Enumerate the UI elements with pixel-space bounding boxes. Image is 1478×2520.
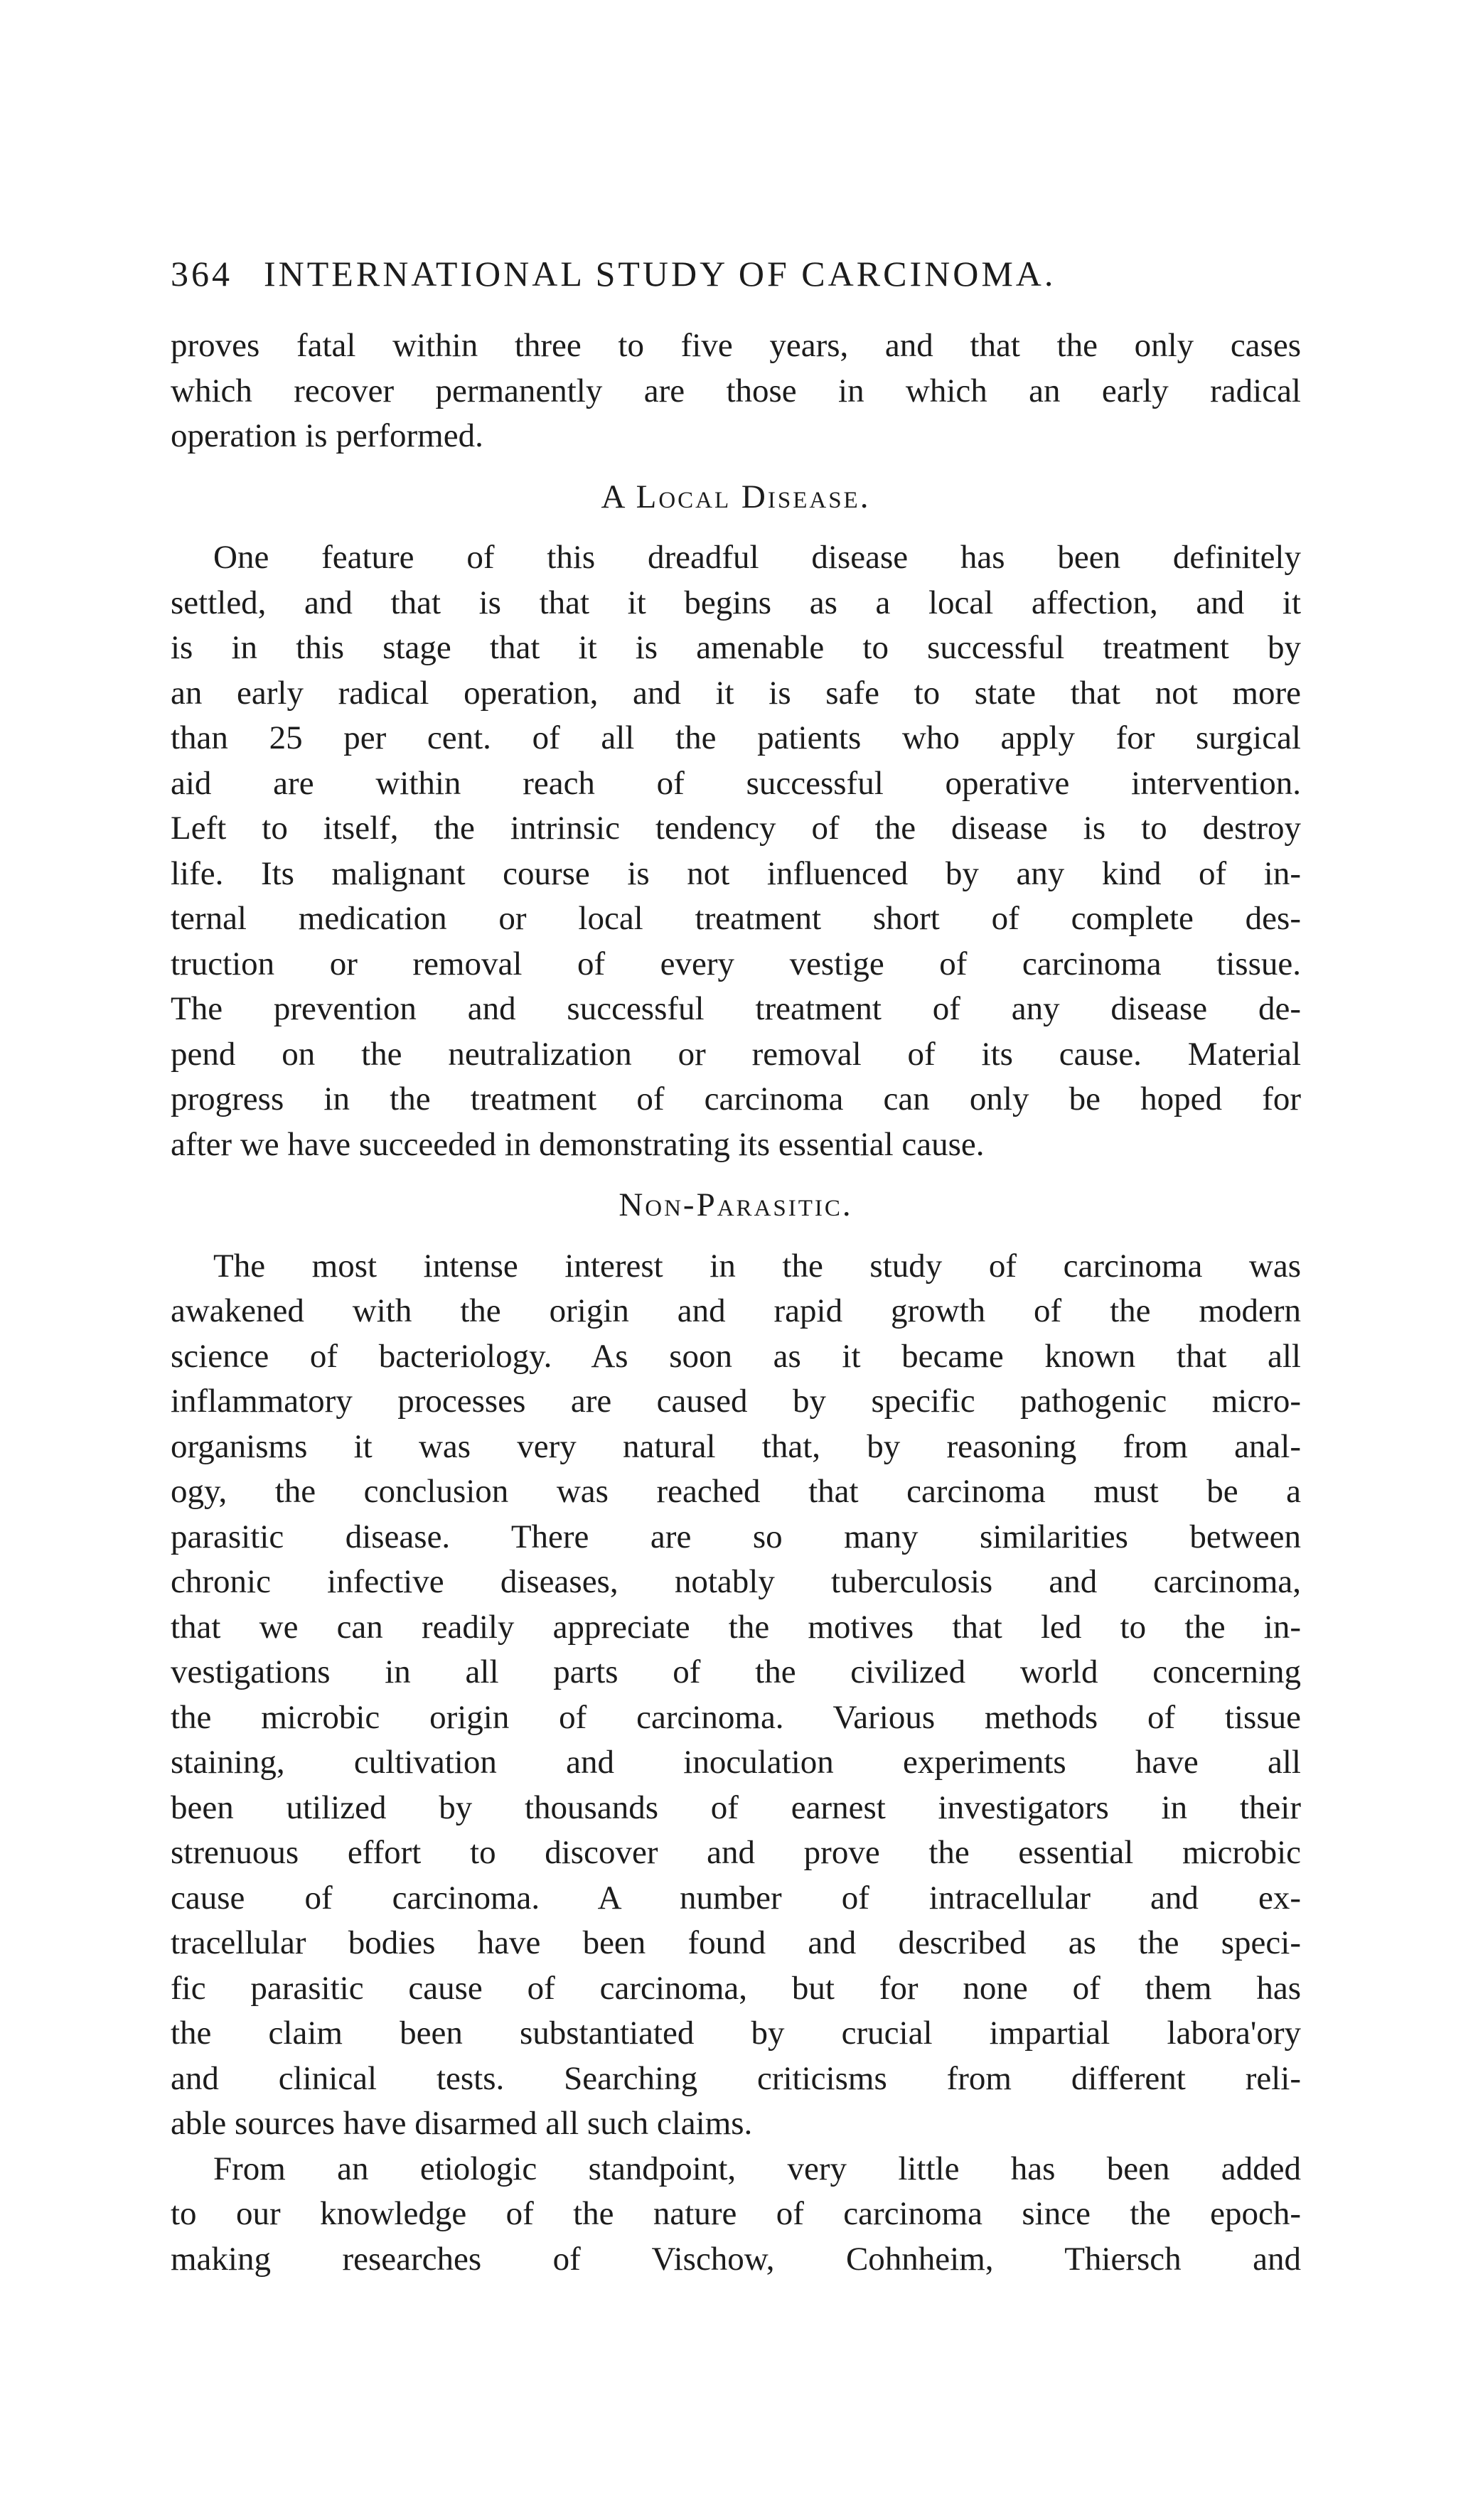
text-line: an early radical operation, and it is safe to state that not more <box>171 674 1301 712</box>
local-disease-paragraph <box>171 535 1301 1167</box>
text-line: From an etiologic standpoint, very little has been added <box>213 2150 1301 2187</box>
text-line: settled, and that is that it begins as a local affection, and it <box>171 584 1301 621</box>
non-parasitic-paragraph-2 <box>171 2147 1301 2283</box>
text-line: that we can readily appreciate the motives that led to the in- <box>171 1608 1301 1646</box>
text-line: The most intense interest in the study of carcinoma was <box>213 1247 1301 1285</box>
intro-paragraph <box>171 323 1301 459</box>
page-number: 364 <box>171 254 232 294</box>
text-line: staining, cultivation and inoculation experiments have all <box>171 1744 1301 1781</box>
text-line: the claim been substantiated by crucial impartial labora'ory <box>171 2015 1301 2052</box>
non-parasitic-paragraph-1 <box>171 1244 1301 2147</box>
text-line: vestigations in all parts of the civilized world concerning <box>171 1653 1301 1690</box>
text-line: ogy, the conclusion was reached that carcinoma must be a <box>171 1473 1301 1510</box>
text-line: The prevention and successful treatment of any disease de- <box>171 990 1301 1027</box>
running-head <box>171 252 1301 295</box>
section-heading-non-parasitic: Non-Parasitic. <box>618 1186 853 1223</box>
text-line: operation is performed. <box>171 417 483 454</box>
text-line: cause of carcinoma. A number of intracellular and ex- <box>171 1879 1301 1916</box>
text-line: parasitic disease. There are so many similarities between <box>171 1518 1301 1555</box>
book-page <box>171 252 1301 2282</box>
text-line: One feature of this dreadful disease has been definitely <box>213 539 1301 576</box>
text-line: organisms it was very natural that, by reasoning from anal- <box>171 1427 1301 1465</box>
text-line: and clinical tests. Searching criticisms from different reli- <box>171 2059 1301 2097</box>
text-line: science of bacteriology. As soon as it became known that all <box>171 1337 1301 1375</box>
section-heading-local-disease: A Local Disease. <box>601 478 871 515</box>
running-title: INTERNATIONAL STUDY OF CARCINOMA. <box>264 254 1056 294</box>
text-line: life. Its malignant course is not influenced by any kind of in- <box>171 854 1301 892</box>
text-line: aid are within reach of successful operative intervention. <box>171 764 1301 802</box>
text-line: the microbic origin of carcinoma. Various methods of tissue <box>171 1698 1301 1736</box>
text-line: after we have succeeded in demonstrating its essential cause. <box>171 1125 985 1163</box>
text-line: which recover permanently are those in which an early radical <box>171 372 1301 409</box>
text-line: to our knowledge of the nature of carcinoma since the epoch- <box>171 2195 1301 2232</box>
text-line: ternal medication or local treatment short of complete des- <box>171 900 1301 937</box>
text-line: tracellular bodies have been found and described as the speci- <box>171 1924 1301 1961</box>
text-line: pend on the neutralization or removal of its cause. Material <box>171 1035 1301 1073</box>
text-line: is in this stage that it is amenable to successful treatment by <box>171 629 1301 666</box>
text-line: able sources have disarmed all such claims. <box>171 2105 753 2142</box>
text-line: been utilized by thousands of earnest investigators in their <box>171 1789 1301 1826</box>
text-line: chronic infective diseases, notably tuberculosis and carcinoma, <box>171 1563 1301 1600</box>
text-line: strenuous effort to discover and prove the essential microbic <box>171 1834 1301 1871</box>
text-line: awakened with the origin and rapid growth of the modern <box>171 1292 1301 1329</box>
text-line: progress in the treatment of carcinoma can only be hoped for <box>171 1081 1301 1117</box>
text-line: than 25 per cent. of all the patients who apply for surgical <box>171 719 1301 756</box>
text-line: inflammatory processes are caused by specific pathogenic micro- <box>171 1383 1301 1420</box>
text-line: fic parasitic cause of carcinoma, but for none of them has <box>171 1969 1301 2007</box>
text-line: proves fatal within three to five years, and that the only cases <box>171 327 1301 364</box>
text-line: truction or removal of every vestige of carcinoma tissue. <box>171 945 1301 982</box>
text-line: Left to itself, the intrinsic tendency of the disease is to destroy <box>171 810 1301 847</box>
text-line: making researches of Vischow, Cohnheim, Thiersch and <box>171 2240 1301 2278</box>
